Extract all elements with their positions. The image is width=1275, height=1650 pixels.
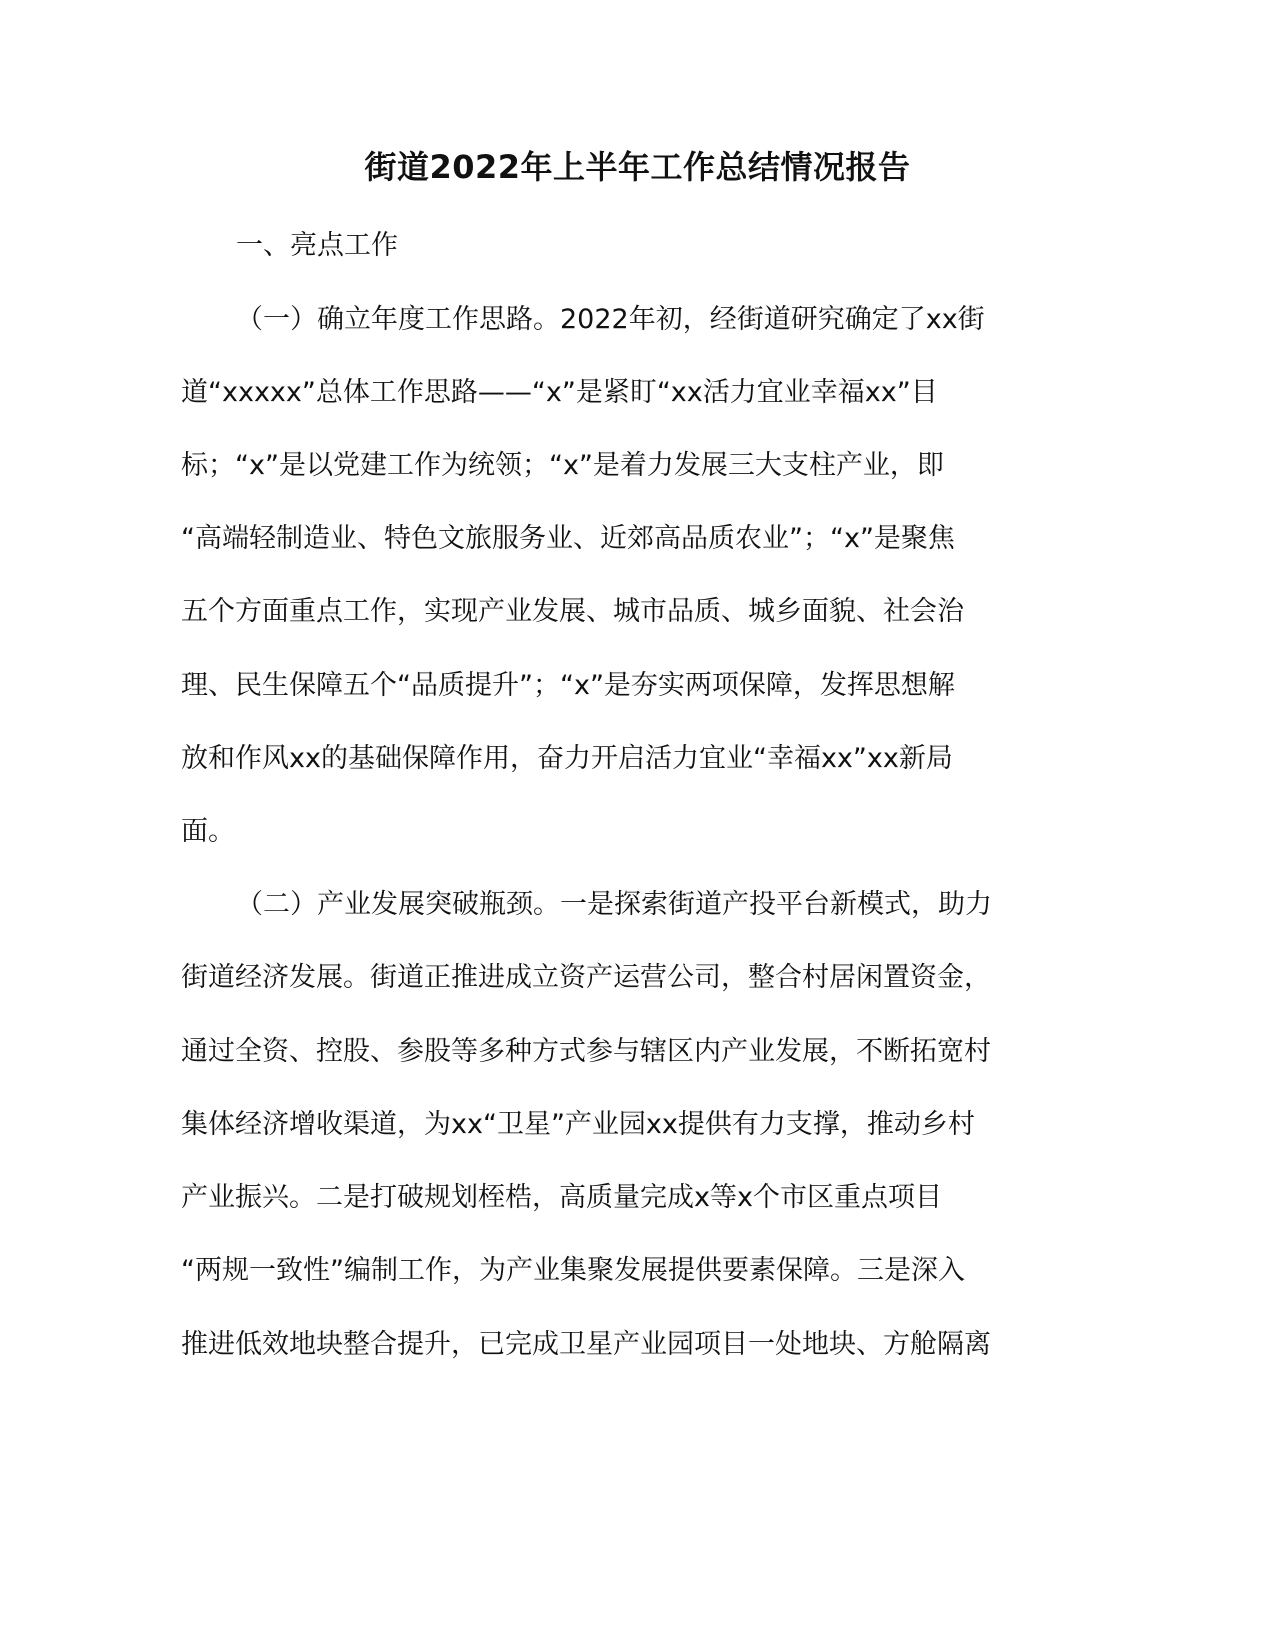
paragraph-line: （一）确立年度工作思路。2022年初，经街道研究确定了xx街	[236, 304, 985, 335]
paragraph-line: 推进低效地块整合提升，已完成卫星产业园项目一处地块、方舱隔离	[181, 1329, 991, 1360]
section-heading: 一、亮点工作	[236, 230, 398, 261]
paragraph-line: “高端轻制造业、特色文旅服务业、近郊高品质农业”；“x”是聚焦	[181, 523, 955, 554]
paragraph-line: 放和作风xx的基础保障作用，奋力开启活力宜业“幸福xx”xx新局	[181, 743, 953, 774]
paragraph-line: 街道经济发展。街道正推进成立资产运营公司，整合村居闲置资金，	[181, 962, 991, 993]
paragraph-line: “两规一致性”编制工作，为产业集聚发展提供要素保障。三是深入	[181, 1255, 965, 1286]
paragraph-line: 理、民生保障五个“品质提升”；“x”是夯实两项保障，发挥思想解	[181, 670, 955, 701]
paragraph-line: 通过全资、控股、参股等多种方式参与辖区内产业发展，不断拓宽村	[181, 1036, 991, 1067]
document-title: 街道2022年上半年工作总结情况报告	[364, 148, 911, 186]
paragraph-line: 标；“x”是以党建工作为统领；“x”是着力发展三大支柱产业，即	[181, 450, 944, 481]
paragraph-line: 道“xxxxx”总体工作思路——“x”是紧盯“xx活力宜业幸福xx”目	[181, 377, 938, 408]
paragraph-line: （二）产业发展突破瓶颈。一是探索街道产投平台新模式，助力	[236, 889, 992, 920]
paragraph-line: 产业振兴。二是打破规划桎梏，高质量完成x等x个市区重点项目	[181, 1182, 942, 1213]
paragraph-line: 面。	[181, 816, 235, 847]
paragraph-line: 五个方面重点工作，实现产业发展、城市品质、城乡面貌、社会治	[181, 596, 964, 627]
paragraph-line: 集体经济增收渠道，为xx“卫星”产业园xx提供有力支撑，推动乡村	[181, 1109, 975, 1140]
